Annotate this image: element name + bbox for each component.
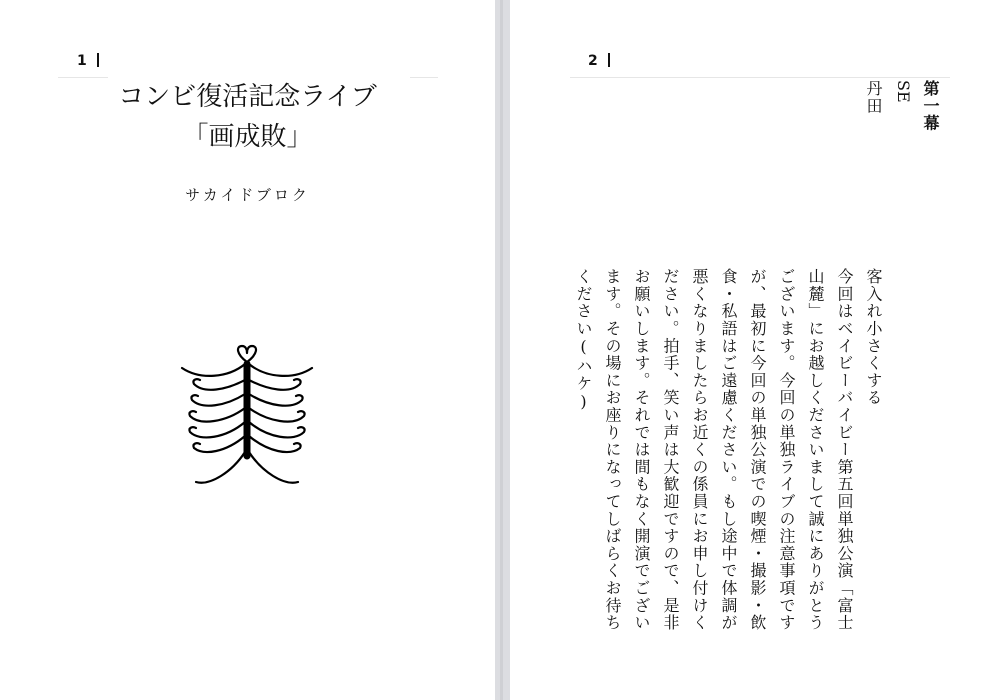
- dialogue-line: 悪くなりましたらお近くの係員にお申し付けく: [690, 268, 709, 632]
- se-label: SE: [894, 80, 913, 103]
- dialogue-line: ございます。今回の単独ライブの注意事項です: [777, 268, 796, 632]
- title-page: [0, 0, 495, 700]
- page-number-text: 1: [77, 53, 88, 69]
- page-number-bar: [608, 53, 610, 67]
- dialogue-line: 食・私語はご遠慮ください。もし途中で体調が: [719, 268, 738, 632]
- page-gutter: [495, 0, 510, 700]
- dialogue-line: お願いします。それでは間もなく開演でござい: [632, 268, 651, 632]
- dialogue-line: ください(ハケ): [574, 268, 593, 413]
- speaker-name: 丹田: [864, 80, 883, 115]
- script-title-line2: 「画成敗」: [182, 122, 313, 152]
- author-name: サカイドブロク: [185, 186, 310, 204]
- page-number: [588, 53, 610, 69]
- stage-direction: 客入れ小さくする: [864, 268, 883, 407]
- dialogue-line: 今回はベイビーバイビー第五回単独公演「富士: [835, 268, 854, 632]
- act-heading: 第一幕: [921, 80, 940, 132]
- dialogue-line: が、最初に今回の単独公演での喫煙・撮影・飲: [748, 268, 767, 632]
- script-title-line1: コンビ復活記念ライブ: [118, 82, 377, 112]
- header-rule: [570, 77, 950, 78]
- page-number-text: 2: [588, 53, 599, 69]
- script-page: [510, 0, 1007, 700]
- ribcage-heart-icon: [176, 344, 318, 492]
- dialogue-line: ます。その場にお座りになってしばらくお待ち: [603, 268, 622, 632]
- page-number: [77, 53, 99, 69]
- dialogue-line: ださい。拍手、笑い声は大歓迎ですので、是非: [661, 268, 680, 632]
- dialogue-line: 山麓」にお越しくださいまして誠にありがとう: [806, 268, 825, 632]
- page-number-bar: [97, 53, 99, 67]
